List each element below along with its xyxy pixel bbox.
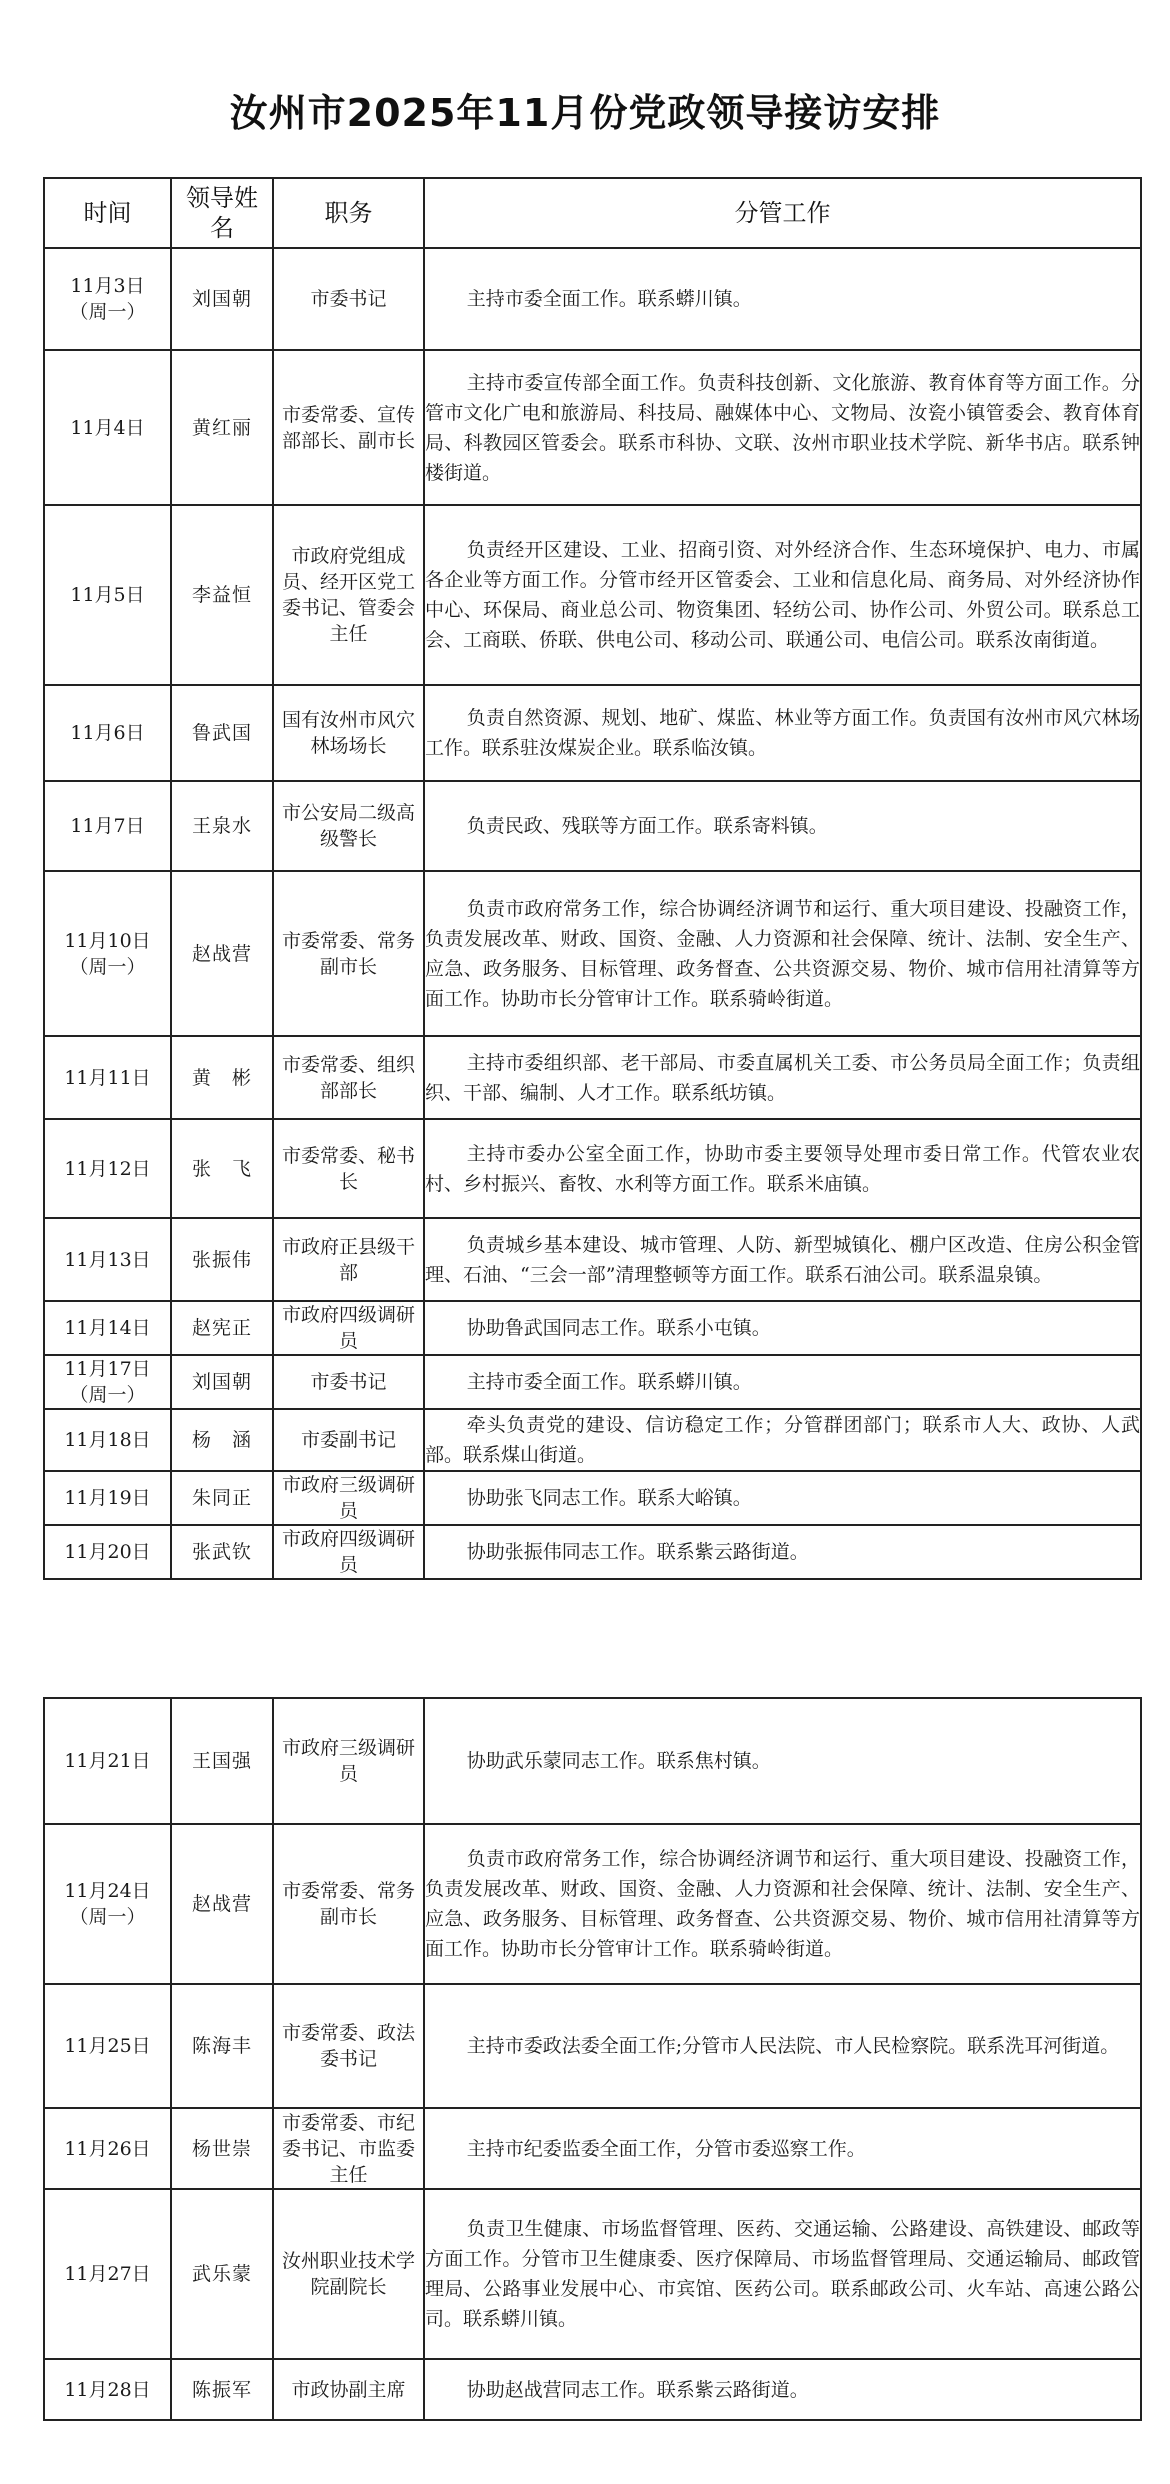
duties-cell	[424, 781, 1141, 871]
leader-position: 市委常委、常务副市长	[273, 1824, 424, 1984]
leader-name: 刘国朝	[171, 248, 273, 350]
table-row	[44, 1824, 1141, 1984]
date-text: 11月7日	[70, 815, 145, 837]
leader-position: 市政府三级调研员	[273, 1471, 424, 1525]
date-text: 11月6日	[70, 722, 145, 744]
header-duties: 分管工作	[424, 178, 1141, 248]
duties-text: 主持市委政法委全面工作;分管市人民法院、市人民检察院。联系洗耳河街道。	[466, 2035, 1120, 2057]
table-row	[44, 1409, 1141, 1471]
schedule-table-page-1	[43, 177, 1142, 1580]
table-row	[44, 505, 1141, 685]
date-text: 11月11日	[64, 1066, 151, 1089]
duties-cell	[424, 1824, 1141, 1984]
header-name: 领导姓名	[171, 178, 273, 248]
duties-cell	[424, 1471, 1141, 1525]
duties-text: 协助张飞同志工作。联系大峪镇。	[466, 1487, 752, 1509]
leader-name: 黄红丽	[171, 350, 273, 505]
duties-text: 主持市委全面工作。联系蟒川镇。	[466, 288, 752, 310]
date-cell	[44, 1471, 171, 1525]
table-row	[44, 2359, 1141, 2420]
leader-name: 武乐蒙	[171, 2189, 273, 2359]
header-date: 时间	[44, 178, 171, 248]
duties-cell	[424, 1119, 1141, 1218]
weekday-text: （周一）	[69, 1906, 146, 1928]
leader-position: 市委书记	[273, 1355, 424, 1409]
date-cell	[44, 871, 171, 1036]
duties-cell	[424, 350, 1141, 505]
duties-text: 负责市政府常务工作，综合协调经济调节和运行、重大项目建设、投融资工作，负责发展改革、财政、国资、金融、人力资源和社会保障、统计、法制、安全生产、应急、政务服务、目标管理、政务督查、公共资源交易、物价、城市信用社清算等方面工作。协助市长分管审计工作。联系骑岭街道。	[425, 897, 1140, 1010]
duties-text: 负责卫生健康、市场监督管理、医药、交通运输、公路建设、高铁建设、邮政等方面工作。分管市卫生健康委、医疗保障局、市场监督管理局、交通运输局、邮政管理局、公路事业发展中心、市宾馆、医药公司。联系邮政公司、火车站、高速公路公司。联系蟒川镇。	[425, 2218, 1140, 2330]
duties-text: 主持市委办公室全面工作，协助市委主要领导处理市委日常工作。代管农业农村、乡村振兴、畜牧、水利等方面工作。联系米庙镇。	[425, 1142, 1140, 1195]
duties-text: 协助鲁武国同志工作。联系小屯镇。	[466, 1317, 771, 1339]
table-row	[44, 1355, 1141, 1409]
weekday-text: （周一）	[69, 955, 146, 978]
duties-text: 协助武乐蒙同志工作。联系焦村镇。	[466, 1750, 771, 1772]
leader-position: 市委副书记	[273, 1409, 424, 1471]
date-cell	[44, 1824, 171, 1984]
duties-cell	[424, 1409, 1141, 1471]
date-text: 11月3日	[70, 275, 145, 297]
duties-text: 负责民政、残联等方面工作。联系寄料镇。	[466, 815, 828, 837]
duties-text: 负责经开区建设、工业、招商引资、对外经济合作、生态环境保护、电力、市属各企业等方面工作。分管市经开区管委会、工业和信息化局、商务局、对外经济协作中心、环保局、商业总公司、物资集团、轻纺公司、协作公司、外贸公司。联系总工会、工商联、侨联、供电公司、移动公司、联通公司、电信公司。联系汝南街道。	[425, 539, 1140, 651]
leader-name: 王泉水	[171, 781, 273, 871]
leader-name: 朱同正	[171, 1471, 273, 1525]
duties-text: 主持市委宣传部全面工作。负责科技创新、文化旅游、教育体育等方面工作。分管市文化广电和旅游局、科技局、融媒体中心、文物局、汝瓷小镇管委会、教育体育局、科教园区管委会。联系市科协、文联、汝州市职业技术学院、新华书店。联系钟楼街道。	[425, 371, 1140, 484]
date-cell	[44, 1698, 171, 1824]
leader-name: 张武钦	[171, 1525, 273, 1579]
duties-text: 主持市纪委监委全面工作，分管市委巡察工作。	[466, 2137, 866, 2160]
leader-name: 赵宪正	[171, 1301, 273, 1355]
table-row	[44, 1698, 1141, 1824]
date-cell	[44, 1301, 171, 1355]
leader-position: 市政府正县级干部	[273, 1218, 424, 1301]
date-cell	[44, 1119, 171, 1218]
duties-text: 协助张振伟同志工作。联系紫云路街道。	[466, 1541, 809, 1563]
date-text: 11月17日	[64, 1358, 151, 1380]
leader-position: 市政府三级调研员	[273, 1698, 424, 1824]
table-row	[44, 1984, 1141, 2108]
table-row	[44, 781, 1141, 871]
table-header-row	[44, 178, 1141, 248]
date-cell	[44, 2189, 171, 2359]
leader-name: 鲁武国	[171, 685, 273, 781]
leader-name: 王国强	[171, 1698, 273, 1824]
date-text: 11月4日	[70, 416, 145, 439]
duties-cell	[424, 1218, 1141, 1301]
leader-position: 市委常委、市纪委书记、市监委主任	[273, 2108, 424, 2189]
duties-cell	[424, 2189, 1141, 2359]
date-cell	[44, 350, 171, 505]
leader-position: 市委常委、政法委书记	[273, 1984, 424, 2108]
date-cell	[44, 1984, 171, 2108]
leader-position: 市公安局二级高级警长	[273, 781, 424, 871]
leader-name: 陈振军	[171, 2359, 273, 2420]
date-text: 11月26日	[64, 2137, 151, 2160]
duties-cell	[424, 2359, 1141, 2420]
leader-position: 市委书记	[273, 248, 424, 350]
duties-text: 负责市政府常务工作，综合协调经济调节和运行、重大项目建设、投融资工作，负责发展改革、财政、国资、金融、人力资源和社会保障、统计、法制、安全生产、应急、政务服务、目标管理、政务督查、公共资源交易、物价、城市信用社清算等方面工作。协助市长分管审计工作。联系骑岭街道。	[425, 1848, 1140, 1960]
table-body-page-2	[44, 1698, 1141, 2420]
date-cell	[44, 1355, 171, 1409]
leader-position: 市委常委、组织部部长	[273, 1036, 424, 1119]
leader-position: 市政府四级调研员	[273, 1301, 424, 1355]
duties-text: 牵头负责党的建设、信访稳定工作；分管群团部门；联系市人大、政协、人武部。联系煤山街道。	[425, 1414, 1140, 1466]
date-text: 11月27日	[64, 2263, 151, 2285]
table-row	[44, 1525, 1141, 1579]
leader-name: 张 飞	[171, 1119, 273, 1218]
leader-position: 市政府四级调研员	[273, 1525, 424, 1579]
table-row	[44, 1036, 1141, 1119]
table-row	[44, 685, 1141, 781]
leader-name: 黄 彬	[171, 1036, 273, 1119]
date-text: 11月20日	[64, 1541, 151, 1563]
weekday-text: （周一）	[69, 1384, 146, 1406]
date-text: 11月19日	[64, 1487, 151, 1509]
date-cell	[44, 1409, 171, 1471]
leader-position: 国有汝州市风穴林场场长	[273, 685, 424, 781]
duties-text: 负责城乡基本建设、城市管理、人防、新型城镇化、棚户区改造、住房公积金管理、石油、“三会一部”清理整顿等方面工作。联系石油公司。联系温泉镇。	[425, 1233, 1140, 1286]
leader-position: 市委常委、宣传部部长、副市长	[273, 350, 424, 505]
page-title: 汝州市2025年11月份党政领导接访安排	[229, 91, 941, 135]
table-row	[44, 350, 1141, 505]
duties-cell	[424, 505, 1141, 685]
header-position: 职务	[273, 178, 424, 248]
duties-cell	[424, 248, 1141, 350]
leader-position: 市委常委、秘书长	[273, 1119, 424, 1218]
date-cell	[44, 781, 171, 871]
date-cell	[44, 248, 171, 350]
leader-position: 市政府党组成员、经开区党工委书记、管委会主任	[273, 505, 424, 685]
date-cell	[44, 685, 171, 781]
table-row	[44, 1471, 1141, 1525]
date-text: 11月14日	[64, 1317, 151, 1339]
date-text: 11月28日	[64, 2378, 151, 2401]
table-body-page-1	[44, 248, 1141, 1579]
leader-name: 陈海丰	[171, 1984, 273, 2108]
table-row	[44, 1119, 1141, 1218]
date-text: 11月13日	[64, 1248, 151, 1271]
date-cell	[44, 2108, 171, 2189]
leader-position: 汝州职业技术学院副院长	[273, 2189, 424, 2359]
table-row	[44, 248, 1141, 350]
leader-position: 市委常委、常务副市长	[273, 871, 424, 1036]
duties-cell	[424, 2108, 1141, 2189]
table-row	[44, 1301, 1141, 1355]
table-row	[44, 1218, 1141, 1301]
date-cell	[44, 505, 171, 685]
leader-name: 张振伟	[171, 1218, 273, 1301]
schedule-table-page-2	[43, 1697, 1142, 2421]
leader-name: 李益恒	[171, 505, 273, 685]
date-cell	[44, 1036, 171, 1119]
duties-cell	[424, 1036, 1141, 1119]
date-text: 11月18日	[64, 1429, 151, 1451]
leader-name: 赵战营	[171, 871, 273, 1036]
leader-name: 杨世崇	[171, 2108, 273, 2189]
table-row	[44, 2108, 1141, 2189]
duties-cell	[424, 1698, 1141, 1824]
weekday-text: （周一）	[69, 301, 146, 323]
duties-text: 协助赵战营同志工作。联系紫云路街道。	[466, 2378, 809, 2401]
table-row	[44, 2189, 1141, 2359]
leader-name: 杨 涵	[171, 1409, 273, 1471]
duties-cell	[424, 871, 1141, 1036]
date-text: 11月25日	[64, 2035, 151, 2057]
date-text: 11月21日	[64, 1750, 151, 1772]
duties-cell	[424, 1525, 1141, 1579]
date-text: 11月12日	[64, 1157, 151, 1180]
duties-text: 主持市委全面工作。联系蟒川镇。	[466, 1371, 752, 1393]
date-text: 11月24日	[64, 1880, 151, 1902]
date-cell	[44, 1525, 171, 1579]
date-cell	[44, 1218, 171, 1301]
leader-position: 市政协副主席	[273, 2359, 424, 2420]
leader-name: 赵战营	[171, 1824, 273, 1984]
duties-cell	[424, 1301, 1141, 1355]
duties-cell	[424, 1984, 1141, 2108]
table-row	[44, 871, 1141, 1036]
duties-text: 负责自然资源、规划、地矿、煤监、林业等方面工作。负责国有汝州市风穴林场工作。联系驻汝煤炭企业。联系临汝镇。	[425, 707, 1140, 759]
date-text: 11月10日	[64, 929, 151, 952]
duties-cell	[424, 1355, 1141, 1409]
duties-cell	[424, 685, 1141, 781]
leader-name: 刘国朝	[171, 1355, 273, 1409]
date-cell	[44, 2359, 171, 2420]
date-text: 11月5日	[70, 584, 145, 606]
duties-text: 主持市委组织部、老干部局、市委直属机关工委、市公务员局全面工作；负责组织、干部、编制、人才工作。联系纸坊镇。	[425, 1051, 1140, 1104]
